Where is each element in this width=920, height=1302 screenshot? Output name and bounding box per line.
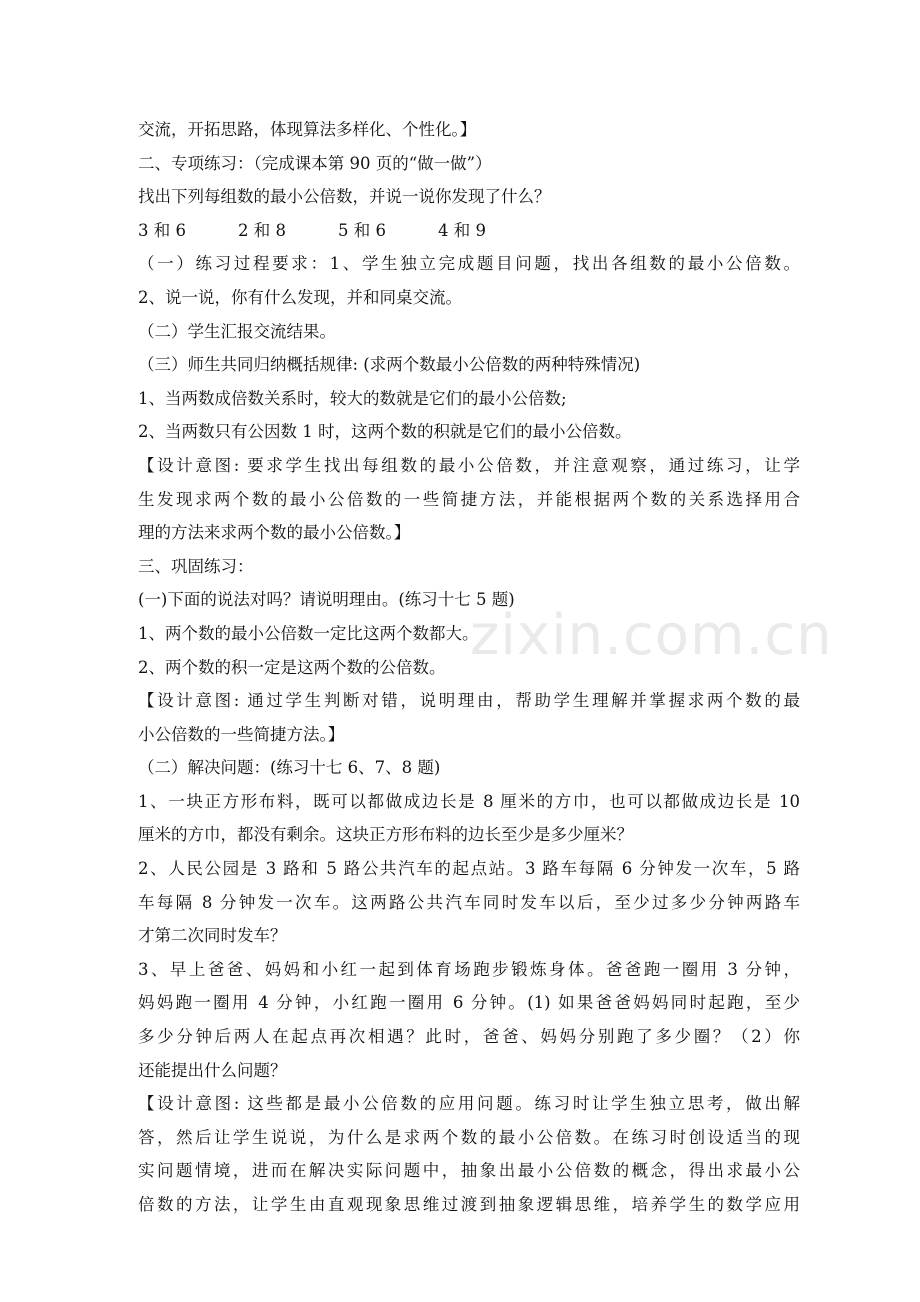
- text-line: 【设计意图: 要求学生找出每组数的最小公倍数，并注意观察，通过练习，让学: [138, 455, 800, 475]
- text-line: (一)下面的说法对吗？请说明理由。(练习十七 5 题): [138, 590, 515, 610]
- text-line: 倍数的方法，让学生由直观现象思维过渡到抽象逻辑思维，培养学生的数学应用: [138, 1195, 800, 1214]
- number-pair: 4 和 9: [438, 220, 486, 240]
- text-line: 厘米的方巾，都没有剩余。这块正方形布料的边长至少是多少厘米？: [138, 825, 633, 845]
- text-line: （二）学生汇报交流结果。: [138, 321, 336, 341]
- number-pair: 5 和 6: [338, 220, 386, 240]
- text-line: 多少分钟后两人在起点再次相遇？此时，爸爸、妈妈分别跑了多少圈？（2）你: [138, 1027, 800, 1047]
- text-line: 找出下列每组数的最小公倍数，并说一说你发现了什么？: [138, 187, 551, 207]
- text-line: 2、两个数的积一定是这两个数的公倍数。: [138, 657, 446, 677]
- text-line: 理的方法来求两个数的最小公倍数。】: [138, 523, 411, 543]
- text-line: （三）师生共同归纳概括规律: (求两个数最小公倍数的两种特殊情况): [138, 355, 641, 375]
- text-line: 才第二次同时发车？: [138, 926, 287, 946]
- text-line: 交流，开拓思路，体现算法多样化、个性化。】: [138, 120, 477, 139]
- text-line: 生发现求两个数的最小公倍数的一些简捷方法，并能根据两个数的关系选择用合: [138, 489, 800, 509]
- text-line: （二）解决问题：(练习十七 6、7、8 题): [138, 758, 441, 778]
- text-line: 1、当两数成倍数关系时，较大的数就是它们的最小公倍数;: [138, 388, 567, 408]
- text-line: 2、当两数只有公因数 1 时，这两个数的积就是它们的最小公倍数。: [138, 422, 632, 442]
- text-line: 还能提出什么问题？: [138, 1060, 287, 1080]
- number-pair: 2 和 8: [238, 220, 286, 240]
- text-line: 1、两个数的最小公倍数一定比这两个数都大。: [138, 623, 479, 643]
- text-line: 【设计意图: 通过学生判断对错，说明理由，帮助学生理解并掌握求两个数的最: [138, 691, 800, 711]
- text-line: 答，然后让学生说说，为什么是求两个数的最小公倍数。在练习时创设适当的现: [138, 1127, 800, 1147]
- text-line: 妈妈跑一圈用 4 分钟，小红跑一圈用 6 分钟。(1) 如果爸爸妈妈同时起跑，至少: [138, 993, 800, 1013]
- text-line: 2、人民公园是 3 路和 5 路公共汽车的起点站。3 路车每隔 6 分钟发一次车，5 路: [138, 859, 800, 879]
- number-pair: 3 和 6: [138, 220, 186, 240]
- text-line: 1、一块正方形布料，既可以都做成边长是 8 厘米的方巾，也可以都做成边长是 10: [138, 791, 800, 811]
- text-line: 小公倍数的一些简捷方法。】: [138, 724, 345, 744]
- text-line: 【设计意图: 这些都是最小公倍数的应用问题。练习时让学生独立思考，做出解: [138, 1094, 800, 1114]
- text-line: 实问题情境，进而在解决实际问题中，抽象出最小公倍数的概念，得出求最小公: [138, 1161, 800, 1181]
- number-pairs-row: [138, 214, 800, 248]
- text-line: 三、巩固练习：: [138, 556, 254, 576]
- text-line: 二、专项练习：（完成课本第 90 页的“做一做”）: [138, 153, 492, 173]
- text-line: 3、早上爸爸、妈妈和小红一起到体育场跑步锻炼身体。爸爸跑一圈用 3 分钟，: [138, 959, 800, 979]
- text-line: 车每隔 8 分钟发一次车。这两路公共汽车同时发车以后，至少过多少分钟两路车: [138, 892, 800, 912]
- text-line: （一）练习过程要求：1、学生独立完成题目问题，找出各组数的最小公倍数。: [138, 254, 800, 274]
- document-body: [138, 113, 800, 1222]
- text-line: 2、说一说，你有什么发现，并和同桌交流。: [138, 287, 462, 307]
- watermark: zixin.com.cn: [470, 603, 833, 668]
